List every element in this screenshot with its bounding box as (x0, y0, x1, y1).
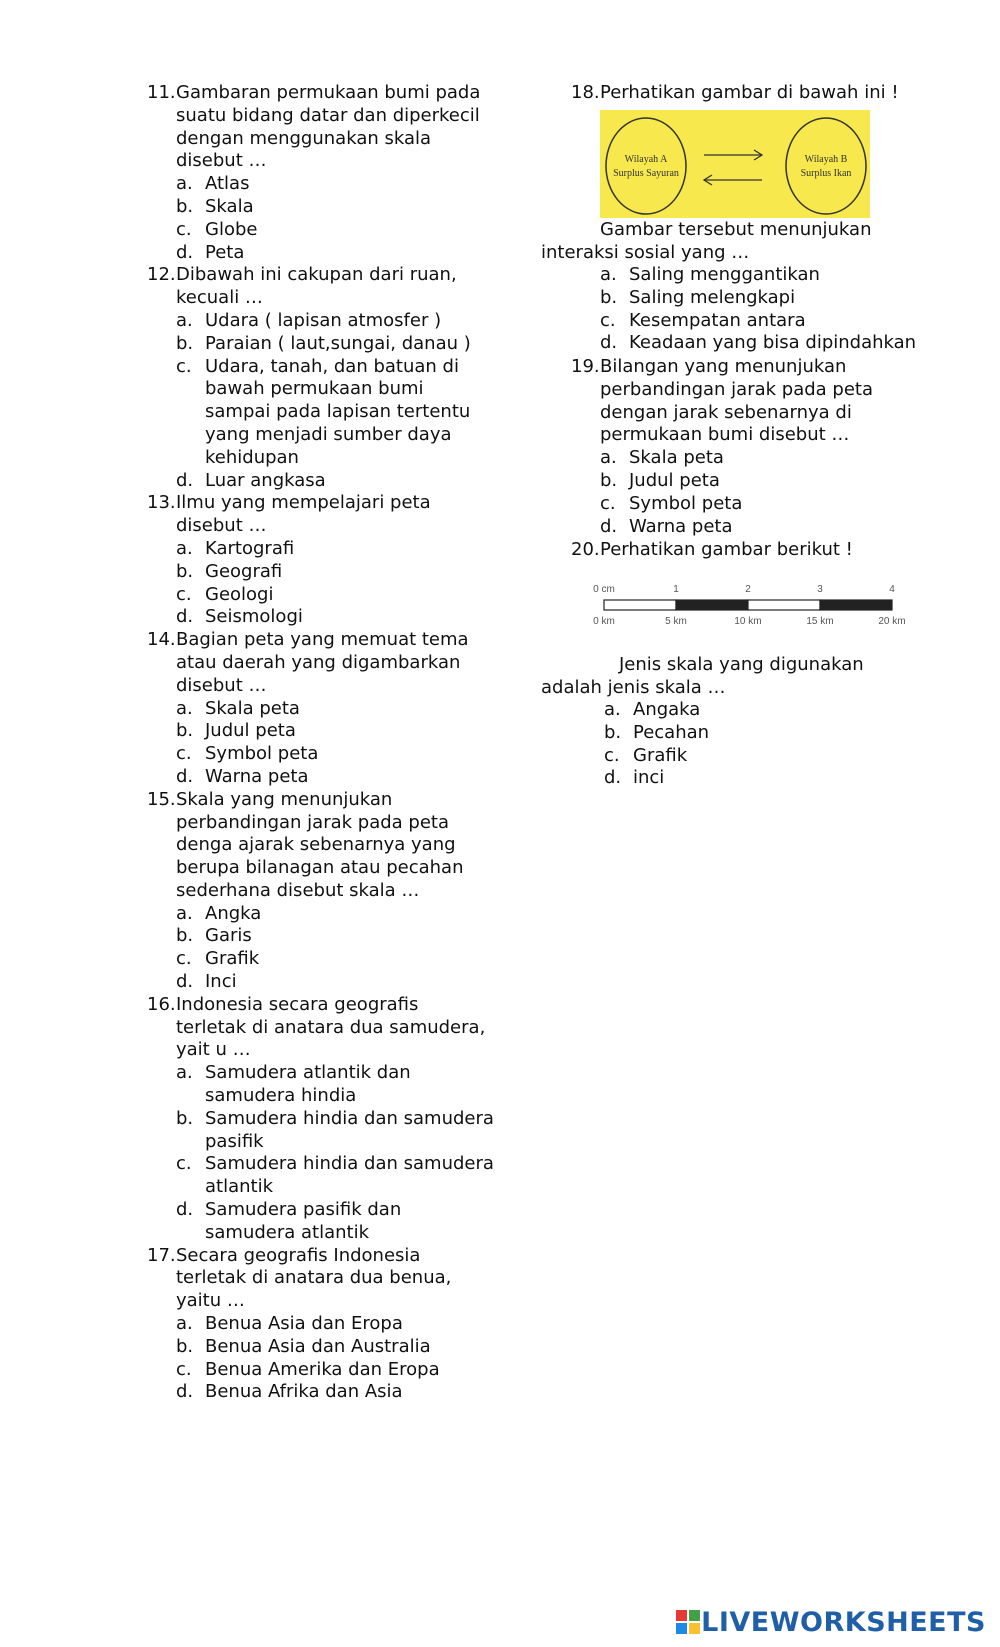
question-text-line: Ilmu yang mempelajari peta (176, 492, 431, 514)
option-d[interactable] (147, 1381, 497, 1404)
question-text-line: permukaan bumi disebut … (600, 424, 850, 446)
question-number: 20. (571, 539, 600, 560)
option-text: Benua Afrika dan Asia (205, 1381, 403, 1403)
option-b[interactable] (147, 1336, 497, 1359)
question-number: 18. (571, 82, 600, 103)
option-d[interactable] (147, 470, 497, 493)
option-a[interactable] (571, 447, 911, 470)
option-d[interactable] (147, 242, 497, 265)
logo-blocks-icon (675, 1609, 701, 1635)
option-text: Samudera hindia dan samudera (205, 1153, 494, 1175)
option-text: Pecahan (633, 721, 710, 743)
question-text-line: yait u … (176, 1039, 251, 1061)
km-label: 5 km (665, 616, 687, 627)
option-letter: b. (600, 286, 618, 308)
liveworksheets-logo (675, 1607, 986, 1637)
question-12 (147, 264, 497, 492)
question-text-line: Skala yang menunjukan (176, 788, 393, 810)
option-text: Benua Asia dan Australia (205, 1335, 431, 1357)
option-letter: c. (176, 1358, 192, 1380)
option-b[interactable] (571, 287, 921, 310)
option-letter: d. (176, 1381, 194, 1403)
region-a-surplus: Surplus Sayuran (613, 168, 679, 179)
option-d[interactable] (147, 766, 497, 789)
option-letter: c. (176, 355, 192, 377)
question-number: 19. (571, 356, 600, 377)
region-a-name: Wilayah A (624, 154, 668, 165)
scale-seg-1 (604, 600, 676, 610)
option-b[interactable] (147, 1108, 497, 1154)
option-b[interactable] (147, 333, 497, 356)
question-number: 15. (147, 788, 176, 810)
question-text-line: yaitu … (176, 1290, 245, 1312)
question-20-stem (541, 654, 921, 700)
option-a[interactable] (571, 264, 921, 287)
option-letter: c. (176, 1153, 192, 1175)
option-b[interactable] (571, 470, 911, 493)
cm-label: 3 (817, 584, 823, 595)
option-letter: d. (176, 765, 194, 787)
option-c[interactable] (571, 310, 921, 333)
question-13 (147, 492, 497, 629)
option-letter: c. (600, 492, 616, 514)
question-20-options (575, 699, 915, 790)
option-text: Skala peta (629, 447, 724, 469)
question-18-stem (541, 219, 921, 265)
question-text-line: perbandingan jarak pada peta (176, 811, 450, 833)
question-number: 13. (147, 492, 176, 514)
option-letter: d. (176, 971, 194, 993)
question-18 (571, 82, 911, 105)
option-d[interactable] (571, 332, 921, 355)
question-text-line: Dibawah ini cakupan dari ruan, (176, 264, 457, 286)
option-a[interactable] (147, 698, 497, 721)
option-d[interactable] (147, 1199, 497, 1245)
option-letter: d. (600, 332, 618, 354)
option-text: Udara ( lapisan atmosfer ) (205, 309, 442, 331)
option-text: Geologi (205, 583, 274, 605)
option-letter: b. (176, 1107, 194, 1129)
option-text: Angaka (633, 699, 701, 720)
option-c[interactable] (147, 584, 497, 607)
option-letter: a. (176, 537, 193, 559)
option-letter: c. (176, 743, 192, 765)
option-text: Garis (205, 925, 252, 947)
question-text-line: Indonesia secara geografis (176, 993, 419, 1015)
question-text-line: dengan jarak sebenarnya di (600, 401, 852, 423)
question-number: 16. (147, 993, 176, 1015)
stem-line: adalah jenis skala … (541, 676, 726, 698)
question-16 (147, 994, 497, 1245)
option-text: Symbol peta (629, 492, 743, 514)
question-text-line: Secara geografis Indonesia (176, 1244, 421, 1266)
option-text: Skala peta (205, 697, 300, 719)
arrow-left-icon (704, 175, 762, 185)
option-text: Kartografi (205, 537, 295, 559)
option-text: Samudera pasifik dan (205, 1199, 402, 1221)
option-letter: c. (604, 744, 620, 766)
cm-label: 2 (745, 584, 751, 595)
option-letter: d. (176, 1199, 194, 1221)
question-number: 17. (147, 1244, 176, 1266)
option-letter: c. (176, 218, 192, 240)
option-letter: a. (604, 699, 621, 720)
question-text-line: berupa bilanagan atau pecahan (176, 857, 464, 879)
option-text: Kesempatan antara (629, 309, 806, 331)
option-text: Samudera hindia dan samudera (205, 1107, 494, 1129)
question-number: 11. (147, 82, 176, 103)
question-text-line: atau daerah yang digambarkan (176, 651, 461, 673)
option-a[interactable] (147, 1313, 497, 1336)
left-question-column (147, 82, 497, 1404)
option-text: inci (633, 767, 665, 789)
option-letter: d. (604, 767, 622, 789)
option-letter: b. (176, 332, 194, 354)
question-text-line: sederhana disebut skala … (176, 879, 420, 901)
option-letter: b. (176, 1335, 194, 1357)
stem-line: Jenis skala yang digunakan (619, 654, 864, 675)
scale-seg-4 (820, 600, 892, 610)
graphic-scale-bar (592, 580, 912, 630)
cm-label: 4 (889, 584, 895, 595)
question-20 (571, 539, 911, 562)
option-letter: b. (176, 195, 194, 217)
option-c[interactable] (575, 745, 915, 768)
option-letter: c. (176, 583, 192, 605)
option-text: Symbol peta (205, 743, 319, 765)
question-text-line: terletak di anatara dua samudera, (176, 1016, 486, 1038)
question-text-line: disebut … (176, 150, 267, 172)
option-letter: b. (176, 925, 194, 947)
option-text: Keadaan yang bisa dipindahkan (629, 332, 917, 354)
option-c[interactable] (571, 493, 911, 516)
question-text-line: kecuali … (176, 287, 263, 309)
option-text: Peta (205, 241, 245, 263)
option-a[interactable] (575, 699, 915, 722)
option-letter: b. (604, 721, 622, 743)
region-b-circle (786, 118, 866, 214)
option-letter: b. (176, 560, 194, 582)
stem-line: interaksi sosial yang … (541, 241, 750, 263)
question-14 (147, 629, 497, 789)
option-text: yang menjadi sumber daya (205, 423, 452, 445)
option-a[interactable] (147, 173, 497, 196)
option-text: Seismologi (205, 606, 303, 628)
option-text: Atlas (205, 173, 250, 195)
km-label: 20 km (878, 616, 906, 627)
km-label: 0 km (593, 616, 615, 627)
option-b[interactable] (147, 561, 497, 584)
question-text-line: Bilangan yang menunjukan (600, 356, 847, 377)
option-text: Paraian ( laut,sungai, danau ) (205, 332, 471, 354)
question-text-line: Gambaran permukaan bumi pada (176, 82, 481, 103)
option-letter: d. (176, 606, 194, 628)
question-text-line: terletak di anatara dua benua, (176, 1267, 452, 1289)
option-c[interactable] (147, 743, 497, 766)
option-text: Saling menggantikan (629, 264, 820, 285)
option-c[interactable] (147, 1359, 497, 1382)
option-letter: a. (176, 309, 193, 331)
region-a-circle (606, 118, 686, 214)
question-text-line: suatu bidang datar dan diperkecil (176, 104, 480, 126)
option-text: Skala (205, 195, 254, 217)
option-letter: b. (600, 469, 618, 491)
option-text: bawah permukaan bumi (205, 378, 424, 400)
option-text: pasifik (205, 1130, 264, 1152)
graphic-scale-figure (592, 580, 912, 630)
interaction-diagram (600, 110, 870, 218)
option-b[interactable] (147, 925, 497, 948)
option-text: atlantik (205, 1176, 274, 1198)
option-text: kehidupan (205, 446, 299, 468)
option-letter: c. (600, 309, 616, 331)
question-prompt: Perhatikan gambar di bawah ini ! (600, 82, 899, 103)
option-text: Globe (205, 218, 258, 240)
option-text: sampai pada lapisan tertentu (205, 401, 471, 423)
option-b[interactable] (147, 720, 497, 743)
option-text: Grafik (205, 948, 260, 970)
option-text: Benua Asia dan Eropa (205, 1313, 403, 1335)
option-letter: a. (176, 1313, 193, 1335)
option-text: samudera atlantik (205, 1221, 370, 1243)
question-text-line: disebut … (176, 515, 267, 537)
option-letter: a. (176, 697, 193, 719)
question-number: 12. (147, 264, 176, 286)
question-19 (571, 356, 911, 538)
option-a[interactable] (147, 903, 497, 926)
option-c[interactable] (147, 1153, 497, 1199)
option-c[interactable] (147, 356, 497, 470)
region-b-name: Wilayah B (804, 154, 848, 165)
region-b-surplus: Surplus Ikan (800, 168, 852, 179)
option-letter: d. (600, 515, 618, 537)
option-letter: a. (176, 1062, 193, 1084)
option-letter: c. (176, 948, 192, 970)
stem-line: Gambar tersebut menunjukan (600, 219, 872, 240)
option-c[interactable] (147, 948, 497, 971)
option-text: Judul peta (205, 720, 296, 742)
option-text: Saling melengkapi (629, 286, 796, 308)
scale-seg-2 (676, 600, 748, 610)
option-d[interactable] (575, 767, 915, 790)
option-a[interactable] (147, 310, 497, 333)
option-d[interactable] (147, 971, 497, 994)
option-b[interactable] (147, 196, 497, 219)
km-label: 10 km (734, 616, 762, 627)
option-letter: b. (176, 720, 194, 742)
option-c[interactable] (147, 219, 497, 242)
option-text: Luar angkasa (205, 469, 326, 491)
question-text-line: perbandingan jarak pada peta (600, 378, 874, 400)
option-text: Warna peta (205, 765, 309, 787)
question-text-line: denga ajarak sebenarnya yang (176, 834, 456, 856)
option-text: Samudera atlantik dan (205, 1062, 411, 1084)
option-d[interactable] (147, 606, 497, 629)
option-letter: d. (176, 469, 194, 491)
option-text: Geografi (205, 560, 283, 582)
question-text-line: dengan menggunakan skala (176, 127, 432, 149)
option-letter: d. (176, 241, 194, 263)
question-number: 14. (147, 629, 176, 651)
option-text: Inci (205, 971, 237, 993)
logo-text: LIVEWORKSHEETS (701, 1606, 986, 1638)
question-11 (147, 82, 497, 264)
option-letter: a. (176, 902, 193, 924)
arrow-right-icon (704, 150, 762, 160)
question-text-line: Bagian peta yang memuat tema (176, 629, 469, 651)
option-text: Judul peta (629, 469, 720, 491)
option-text: Angka (205, 902, 262, 924)
option-letter: a. (600, 447, 617, 469)
scale-seg-3 (748, 600, 820, 610)
option-letter: a. (600, 264, 617, 285)
interaction-figure (600, 110, 870, 218)
km-label: 15 km (806, 616, 834, 627)
option-text: Grafik (633, 744, 688, 766)
option-text: Benua Amerika dan Eropa (205, 1358, 440, 1380)
question-17 (147, 1245, 497, 1405)
question-prompt: Perhatikan gambar berikut ! (600, 539, 853, 560)
option-a[interactable] (147, 1062, 497, 1108)
option-d[interactable] (571, 516, 911, 539)
option-letter: a. (176, 173, 193, 195)
question-18-options (571, 264, 921, 355)
option-text: Udara, tanah, dan batuan di (205, 355, 459, 377)
question-15 (147, 789, 497, 994)
option-b[interactable] (575, 722, 915, 745)
option-text: Warna peta (629, 515, 733, 537)
option-a[interactable] (147, 538, 497, 561)
cm-label: 0 cm (593, 584, 615, 595)
option-text: samudera hindia (205, 1085, 357, 1107)
cm-label: 1 (673, 584, 679, 595)
question-text-line: disebut … (176, 674, 267, 696)
